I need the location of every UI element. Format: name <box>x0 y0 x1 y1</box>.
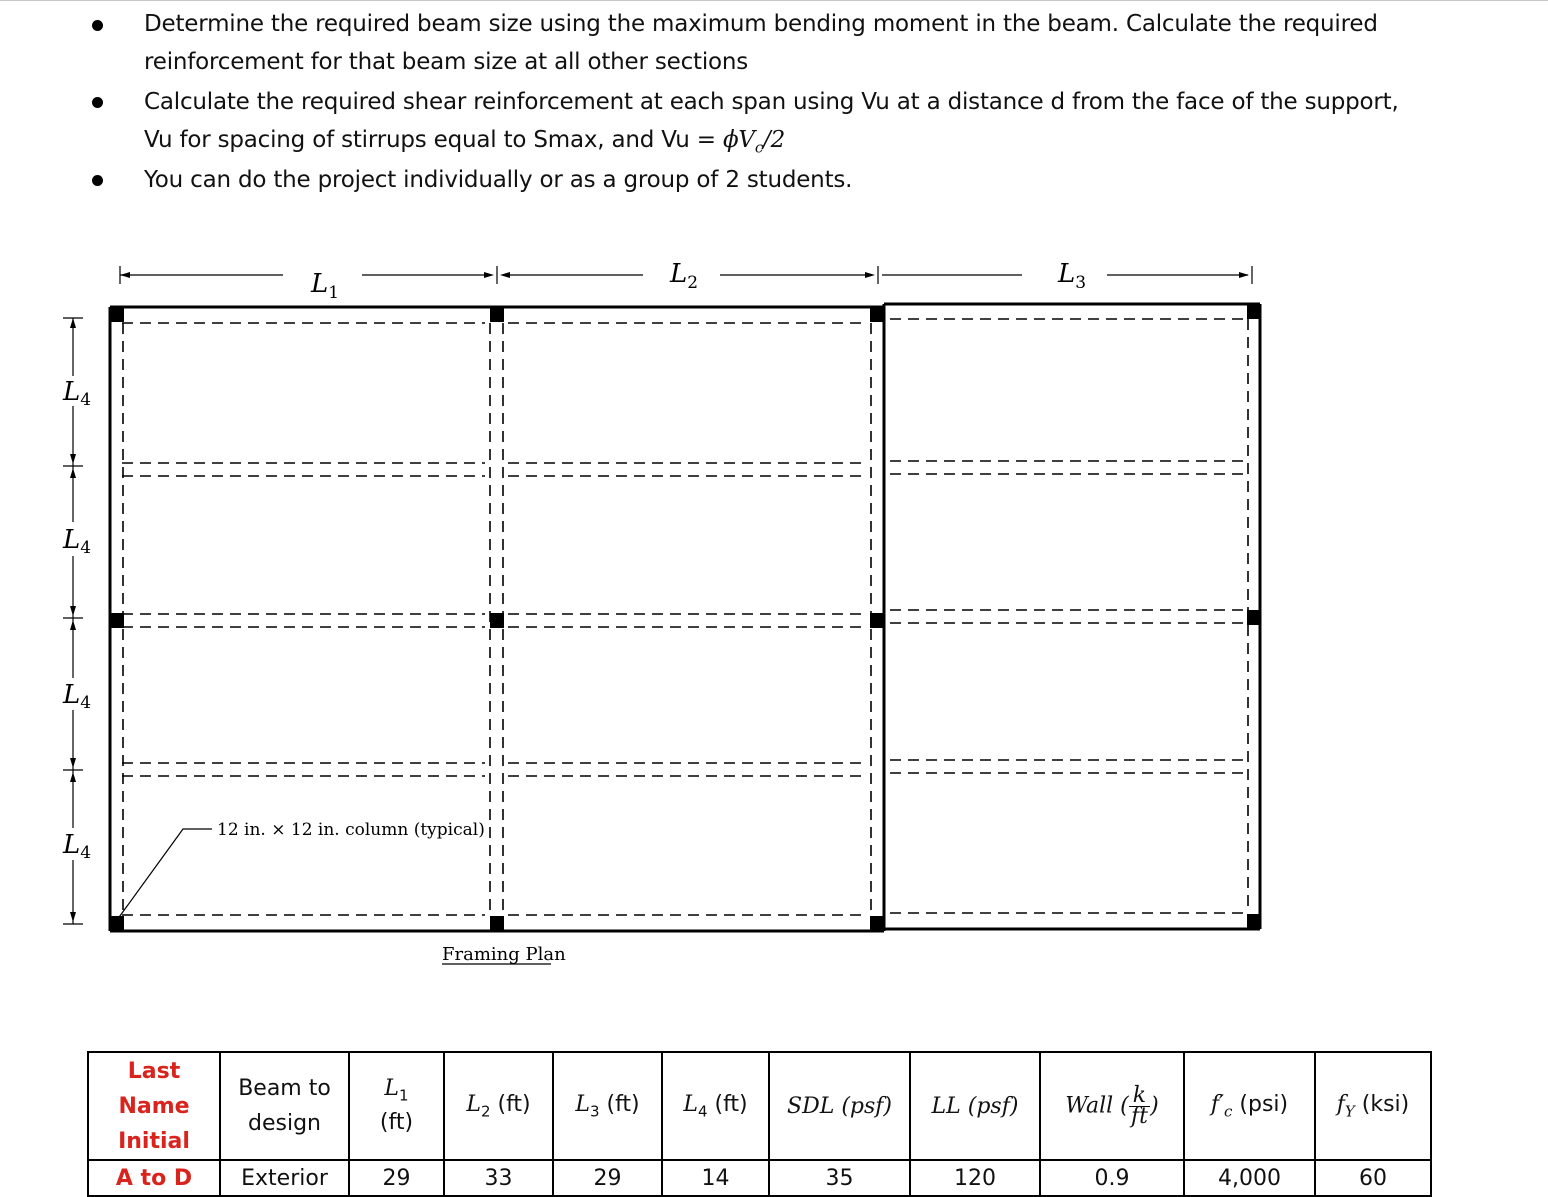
header-fy-sub: Y <box>1344 1102 1355 1121</box>
dim-label-l1: $L_1$ <box>311 269 340 303</box>
vc-subscript: c <box>754 138 764 157</box>
header-fc-symbol: f′ <box>1210 1091 1225 1117</box>
cell-ll: 120 <box>910 1160 1040 1196</box>
header-l2 <box>444 1052 553 1160</box>
header-wall <box>1040 1052 1184 1160</box>
header-l3-unit: (ft) <box>599 1091 640 1117</box>
dim-label-l3: $L_3$ <box>1058 259 1087 293</box>
header-l2-unit: (ft) <box>490 1091 531 1117</box>
header-beam <box>220 1052 349 1160</box>
dim-label-l4-row3: L4 <box>63 680 92 713</box>
header-l3 <box>553 1052 662 1160</box>
header-l1-symbol: L <box>384 1075 400 1101</box>
header-l1 <box>349 1052 444 1160</box>
cell-fc: 4,000 <box>1184 1160 1315 1196</box>
column-marker <box>1247 304 1261 319</box>
dim-label-l4-row1: L4 <box>63 377 92 410</box>
header-l4-symbol: L <box>683 1091 698 1117</box>
header-fc <box>1184 1052 1315 1160</box>
header-wall-fraction <box>1129 1082 1150 1129</box>
header-fc-unit: (psi) <box>1232 1091 1289 1117</box>
header-beam-line1: Beam to <box>238 1076 331 1101</box>
header-l4-unit: (ft) <box>707 1091 748 1117</box>
header-l2-symbol: L <box>466 1091 481 1117</box>
column-marker <box>110 916 124 931</box>
cell-l3: 29 <box>553 1160 662 1196</box>
cell-beam: Exterior <box>220 1160 349 1196</box>
header-initial-line3: Initial <box>118 1128 190 1154</box>
bullet-2-text: Vu for spacing of stirrups equal to Smax, and Vu = <box>144 127 723 153</box>
header-l3-sub: 3 <box>589 1102 600 1121</box>
dim-label-l4-row2: L4 <box>63 525 92 558</box>
header-wall-numerator: k <box>1129 1086 1150 1107</box>
header-wall-close: ) <box>1150 1093 1159 1118</box>
header-ll: LL (psf) <box>910 1052 1040 1160</box>
header-fy-symbol: f <box>1336 1091 1345 1117</box>
cell-wall: 0.9 <box>1040 1160 1184 1196</box>
phi-vc-symbol: ϕV <box>722 127 755 153</box>
column-marker <box>110 613 124 628</box>
bullet-3-line1: You can do the project individually or as a group of 2 students. <box>144 167 853 193</box>
header-l4 <box>662 1052 769 1160</box>
bullet-1-line1: Determine the required beam size using the maximum bending moment in the beam. Calculate the required <box>144 11 1378 37</box>
header-initial <box>88 1052 220 1160</box>
cell-l2: 33 <box>444 1160 553 1196</box>
column-marker <box>490 916 504 931</box>
column-marker <box>110 307 124 322</box>
header-l3-symbol: L <box>575 1091 590 1117</box>
bullet-1-line2: reinforcement for that beam size at all other sections <box>144 49 749 75</box>
header-fc-sub: c <box>1224 1102 1233 1121</box>
cell-l1: 29 <box>349 1160 444 1196</box>
plan-caption: Framing Plan <box>442 944 566 965</box>
header-sdl: SDL (psf) <box>769 1052 910 1160</box>
cell-sdl: 35 <box>769 1160 910 1196</box>
table-header-row <box>88 1052 1431 1160</box>
column-marker <box>870 916 884 931</box>
header-fy <box>1315 1052 1431 1160</box>
column-marker <box>1247 610 1261 625</box>
dim-label-l2: $L_2$ <box>670 259 699 293</box>
column-marker <box>870 613 884 628</box>
column-note: 12 in. × 12 in. column (typical) <box>217 820 485 840</box>
design-parameters-table <box>87 1051 1432 1197</box>
cell-l4: 14 <box>662 1160 769 1196</box>
header-l1-unit: (ft) <box>379 1110 414 1136</box>
header-fy-unit: (ksi) <box>1354 1091 1410 1117</box>
column-marker <box>490 613 504 628</box>
header-initial-line1: Last <box>127 1058 181 1084</box>
header-initial-line2: Name <box>118 1093 190 1119</box>
header-beam-line2: design <box>248 1111 321 1136</box>
column-marker <box>490 307 504 322</box>
divide-two: /2 <box>763 127 786 153</box>
bullet-2-line1: Calculate the required shear reinforcement at each span using Vu at a distance d from the face of the support, <box>144 89 1399 115</box>
column-marker <box>1247 914 1261 929</box>
dim-label-l4-row4: L4 <box>63 830 92 863</box>
header-wall-symbol: Wall ( <box>1065 1093 1129 1118</box>
header-wall-denominator: ft <box>1130 1103 1148 1129</box>
header-l4-sub: 4 <box>697 1102 708 1121</box>
cell-fy: 60 <box>1315 1160 1431 1196</box>
column-leader-line <box>117 829 212 920</box>
cell-initial: A to D <box>88 1160 220 1196</box>
header-l2-sub: 2 <box>480 1102 491 1121</box>
table-row <box>88 1160 1431 1196</box>
header-l1-sub: 1 <box>399 1086 409 1105</box>
column-marker <box>870 307 884 322</box>
